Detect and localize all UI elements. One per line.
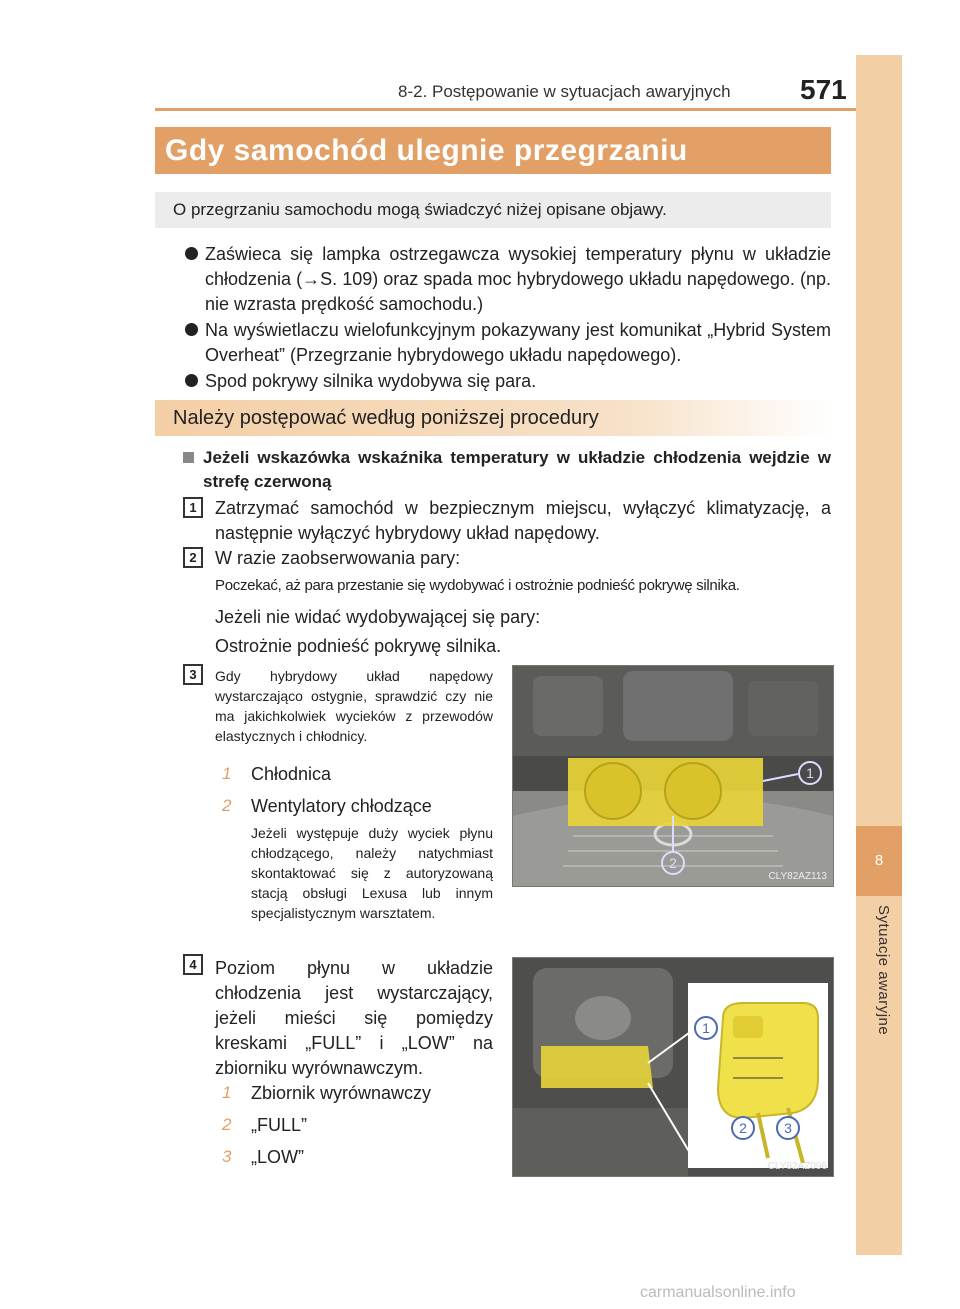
figure-code: CLY82AZ096	[767, 1161, 827, 1172]
square-bullet-icon	[183, 452, 194, 463]
page-number: 571	[800, 74, 847, 105]
bullet-dot	[185, 323, 198, 336]
svg-text:2: 2	[739, 1120, 747, 1136]
header-rule	[155, 108, 856, 111]
svg-text:2: 2	[669, 855, 677, 871]
reservoir-illustration	[513, 958, 833, 1176]
procedure-heading: Należy postępować według poniższej procedury	[155, 400, 831, 436]
chapter-label: Sytuacje awaryjne	[875, 905, 892, 1036]
engine-bay-illustration	[513, 666, 833, 886]
intro-box: O przegrzaniu samochodu mogą świadczyć niżej opisane objawy.	[155, 192, 831, 228]
step-number-4: 4	[183, 954, 203, 975]
step-2-detail: Poczekać, aż para przestanie się wydobywać i ostrożnie podnieść pokrywę silnika.	[215, 577, 740, 594]
step-number-3: 3	[183, 664, 203, 685]
callout-number: 2	[222, 1115, 232, 1134]
bullet-dot	[185, 247, 198, 260]
step-3-text: Gdy hybrydowy układ napędowy wystarczająco ostygnie, sprawdzić czy nie ma jakichkolwiek wycieków z przewodów elastycznych i chłodnicy.	[215, 668, 493, 744]
callout-number: 1	[222, 1083, 232, 1102]
reservoir-figure	[512, 957, 834, 1177]
svg-text:1: 1	[806, 765, 814, 781]
callout-number: 3	[222, 1147, 232, 1166]
legend-radiator: Chłodnica	[251, 764, 332, 784]
radiator-figure	[512, 665, 834, 887]
symptom-item	[185, 242, 831, 317]
figure-code: CLY82AZ113	[768, 871, 827, 882]
chapter-side-tab	[856, 55, 902, 1255]
watermark: carmanualsonline.info	[640, 1284, 796, 1301]
bullet-dot	[185, 374, 198, 387]
step-2-text-4: Ostrożnie podnieść pokrywę silnika.	[215, 636, 502, 656]
procedure-subheading	[183, 446, 831, 494]
symptom-text: Na wyświetlaczu wielofunkcyjnym pokazywany jest komunikat „Hybrid System Overheat” (Przegrzanie hybrydowego układu napędowego).	[205, 320, 831, 365]
symptom-item	[185, 318, 831, 368]
legend-reservoir: Zbiornik wyrównawczy	[251, 1083, 432, 1103]
legend-full: „FULL”	[251, 1115, 308, 1135]
step-2-text: W razie zaobserwowania pary:	[215, 548, 461, 568]
callout-number: 1	[222, 764, 232, 783]
legend-low: „LOW”	[251, 1147, 304, 1167]
running-header: 8-2. Postępowanie w sytuacjach awaryjnych	[398, 82, 731, 101]
callout-number: 2	[222, 796, 232, 815]
subheading-text: Jeżeli wskazówka wskaźnika temperatury w układzie chłodzenia wejdzie w strefę czerwoną	[203, 448, 831, 491]
step-number-2: 2	[183, 547, 203, 568]
chapter-number-badge: 8	[856, 826, 902, 896]
symptom-text: Zaświeca się lampka ostrzegawcza wysokiej temperatury płynu w układzie chłodzenia (→S. 109) oraz spada moc hybrydowego układu napędowego. (np. nie wzrasta prędkość samochodu.)	[205, 244, 831, 314]
page-title: Gdy samochód ulegnie przegrzaniu	[155, 127, 831, 174]
step-4-text: Poziom płynu w układzie chłodzenia jest wystarczający, jeżeli mieści się pomiędzy kreskami „FULL” i „LOW” na zbiorniku wyrównawczym.	[215, 958, 493, 1078]
svg-text:1: 1	[702, 1020, 710, 1036]
symptom-text: Spod pokrywy silnika wydobywa się para.	[205, 371, 537, 391]
step-3-note: Jeżeli występuje duży wyciek płynu chłodzącego, należy natychmiast skontaktować się z autoryzowaną stacją obsługi Lexusa lub innym specjalistycznym warsztatem.	[251, 825, 493, 921]
step-1-text: Zatrzymać samochód w bezpiecznym miejscu, wyłączyć klimatyzację, a następnie wyłączyć hybrydowy układ napędowy.	[215, 498, 831, 543]
svg-text:3: 3	[784, 1120, 792, 1136]
step-number-1: 1	[183, 497, 203, 518]
legend-cooling-fans: Wentylatory chłodzące	[251, 796, 432, 816]
symptom-item	[185, 369, 831, 394]
step-2-text-3: Jeżeli nie widać wydobywającej się pary:	[215, 607, 541, 627]
